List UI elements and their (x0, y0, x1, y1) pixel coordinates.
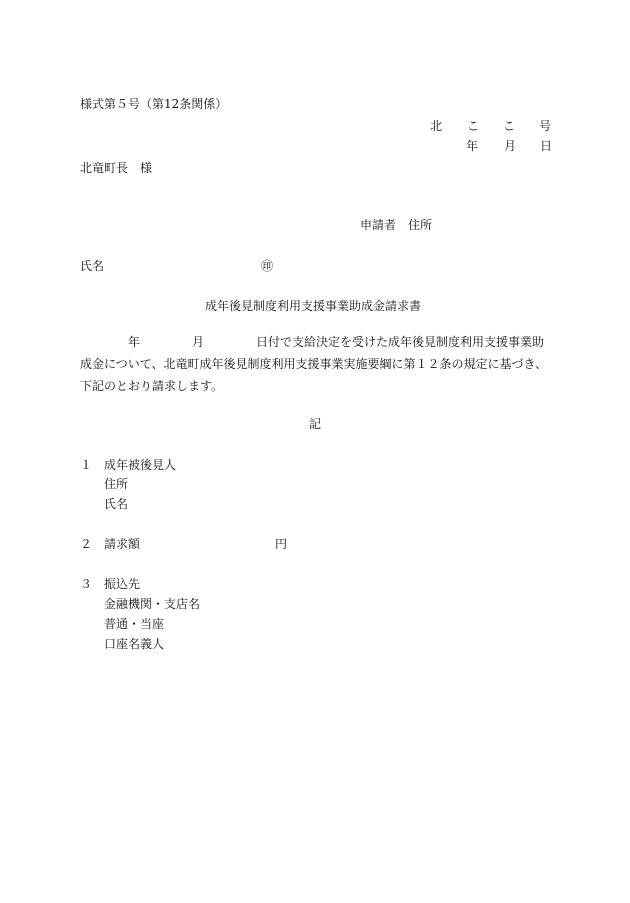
doc-number-part: こ (503, 119, 516, 133)
body-line-3: 下記のとおり請求します。 (80, 379, 224, 393)
doc-number-part: 号 (539, 119, 552, 133)
addressee: 北竜町長 様 (80, 161, 153, 175)
doc-number-part: こ (467, 119, 480, 133)
seal-mark: ㊞ (261, 259, 274, 273)
item-1-name-label: 氏名 (104, 497, 129, 511)
item-2-number: ２ (80, 537, 93, 551)
item-1-number: １ (80, 458, 93, 472)
item-3-account-holder-label: 口座名義人 (104, 637, 165, 651)
item-3-account-type-label: 普通・当座 (104, 617, 165, 631)
date-year: 年 (466, 139, 479, 153)
form-number: 様式第５号（第12条関係） (80, 97, 228, 111)
document-title: 成年後見制度利用支援事業助成金請求書 (205, 299, 422, 313)
item-3-label: 振込先 (104, 577, 141, 591)
body-date-month: 月 (192, 335, 205, 349)
item-1-label: 成年被後見人 (104, 458, 177, 472)
applicant-name-label: 氏名 (80, 259, 105, 273)
applicant-address-label: 申請者 住所 (360, 218, 433, 232)
date-day: 日 (540, 139, 553, 153)
date-month: 月 (504, 139, 517, 153)
item-3-number: ３ (80, 577, 93, 591)
body-date-year: 年 (128, 335, 141, 349)
ki-heading: 記 (309, 417, 322, 431)
body-line-2: 成金について、北竜町成年後見制度利用支援事業実施要綱に第１２条の規定に基づき、 (80, 357, 548, 371)
doc-number-part: 北 (430, 119, 443, 133)
item-3-bank-label: 金融機関・支店名 (104, 597, 201, 611)
item-1-address-label: 住所 (104, 477, 129, 491)
item-2-unit: 円 (275, 537, 288, 551)
item-2-label: 請求額 (104, 537, 141, 551)
body-line-1: 日付で支給決定を受けた成年後見制度利用支援事業助 (256, 335, 545, 349)
